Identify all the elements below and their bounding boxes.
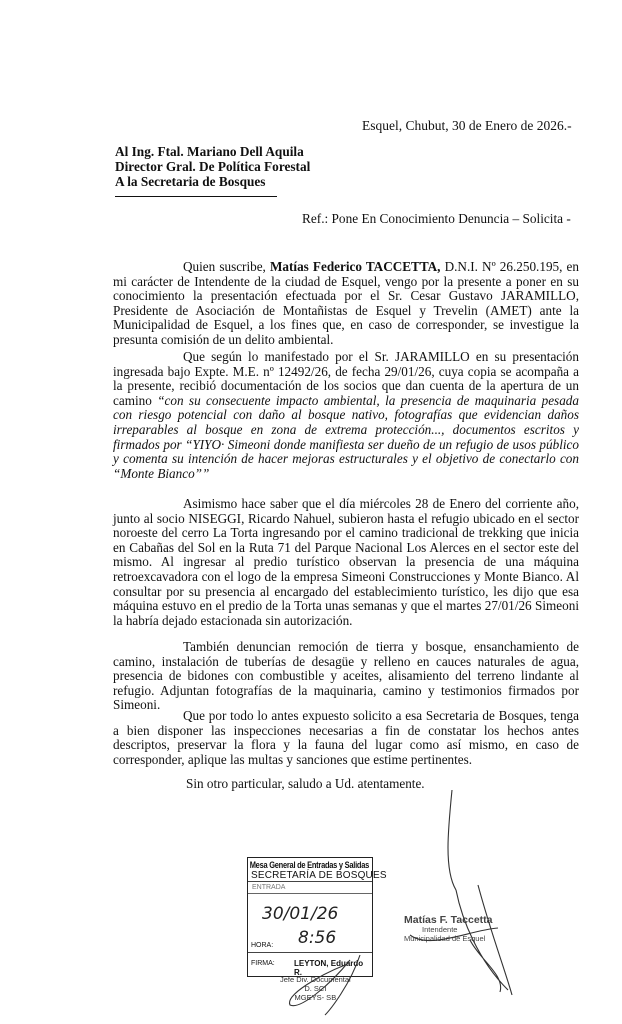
p3-text: Asimismo hace saber que el día miércoles 28 de Enero del corriente año, junto al socio NISEGGI, Ricardo Nahuel, subieron hasta el refugio ubicado en el sector noroeste del cerro La Torta ingresando por el camino tradicional de trekking que inicia en Cabañas del Sol en la Ruta 71 del Parque Nacional Los Alerces en el sector este del mismo. Al ingresar al predio turístico observan la presencia de una máquina retroexcavadora con el logo de la empresa Simeoni Construcciones y Monte Bianco. Al consultar por su presencia al encargado del establecimiento turístico, les dijo que esa máquina estuvo en el predio de la Torta unas semanas y que el martes 27/01/26 Simeoni la habría dejado estacionada sin autorización. (113, 496, 579, 628)
closing-line: Sin otro particular, saludo a Ud. atentamente. (186, 776, 425, 791)
p1-text: Quien suscribe, (183, 259, 270, 274)
reference-line: Ref.: Pone En Conocimiento Denuncia – Solicita - (302, 211, 571, 226)
stamp-time-label: HORA: (251, 942, 274, 949)
p2-text: Que según lo manifestado por el Sr. JARAMILLO en su presentación ingresada bajo Expte. M.E. nº 12492/26, de fecha 29/01/26, cuya copia se acompaña a la presente, recibió documentación de los socios que dan cuenta de la apertura de un camino (113, 349, 579, 408)
signer-title: Jefe Div. Documental (280, 975, 351, 984)
paragraph-2 (113, 350, 579, 481)
p1-text-cont: D.N.I. Nº 26.250.195, en mi carácter de Intendente de la ciudad de Esquel, vengo por la presente a poner en su conocimiento la presentación efectuada por el Sr. Cesar Gustavo JARAMILLO, Presidente de Asociación de Montañistas de Esquel y Trevelin (AMET) ante la Municipalidad de Esquel, a los fines que, en caso de corresponder, se investigue la presunta comisión de un delito ambiental. (113, 259, 579, 347)
paragraph-3 (113, 497, 579, 628)
paragraph-5 (113, 709, 579, 767)
stamp-entry-label: ENTRADA (248, 882, 372, 894)
divider (115, 196, 277, 197)
stamp-signer-details (280, 975, 351, 1002)
stamp-time: 8:56 (298, 928, 337, 948)
paragraph-4 (113, 640, 579, 713)
p5-text: Que por todo lo antes expuesto solicito a esa Secretaria de Bosques, tenga a bien disponer las inspecciones necesarias a fin de constatar los hechos antes descriptos, preservar la flora y la fauna del lugar como así mismo, en caso de corresponder, aplique las multas y sanciones que estime pertinentes. (113, 708, 579, 767)
signature-stamp (404, 916, 493, 943)
mayor-signature (410, 790, 512, 995)
signer-position: Intendente (422, 925, 458, 934)
p2-quote: “con su consecuente impacto ambiental, la presencia de maquinaria pesada con riesgo potencial con daño al bosque nativo, fotografías que evidencian daños irreparables al bosque en zona de extrema protección..., documentos escritos y firmados por “YIYO· Simeoni donde manifiesta ser dueño de un refugio de usos público y comenta su intención de hacer mejoras estructurales y el objetivo de conectarlo con “Monte Bianco”” (113, 392, 579, 481)
signatory-name: Matías Federico TACCETTA, (269, 259, 441, 274)
paragraph-1 (113, 260, 579, 348)
reception-stamp (247, 857, 387, 977)
stamp-office: SECRETARÍA DE BOSQUES (248, 870, 372, 882)
stamp-signature-label: FIRMA: (251, 960, 275, 967)
signer-name: Matías F. Taccetta (404, 914, 493, 926)
signer-unit: D. SCI (304, 984, 327, 993)
stamp-signer-name: LEYTON, Eduardo R. (294, 959, 364, 977)
signer-organization: Municipalidad de Esquel (404, 934, 486, 943)
signer-org: MGEYS- SB (294, 993, 337, 1002)
addressee-position: Director Gral. De Política Forestal (115, 159, 311, 174)
stamp-title: Mesa General de Entradas y Salidas (249, 860, 370, 870)
p4-text: También denuncian remoción de tierra y bosque, ensanchamiento de camino, instalación de tuberías de desagüe y relleno en cauces naturales de agua, presencia de bidones con combustible y aceites, alisamiento del terreno lindante al refugio. Adjuntan fotografías de la maquinaria, camino y testimonios firmados por Simeoni. (113, 639, 579, 713)
date-line: Esquel, Chubut, 30 de Enero de 2026.- (362, 118, 572, 133)
stamp-date: 30/01/26 (262, 904, 339, 924)
addressee-office: A la Secretaria de Bosques (115, 174, 266, 189)
addressee-block (115, 144, 310, 189)
addressee-name: Al Ing. Ftal. Mariano Dell Aquila (115, 144, 304, 159)
